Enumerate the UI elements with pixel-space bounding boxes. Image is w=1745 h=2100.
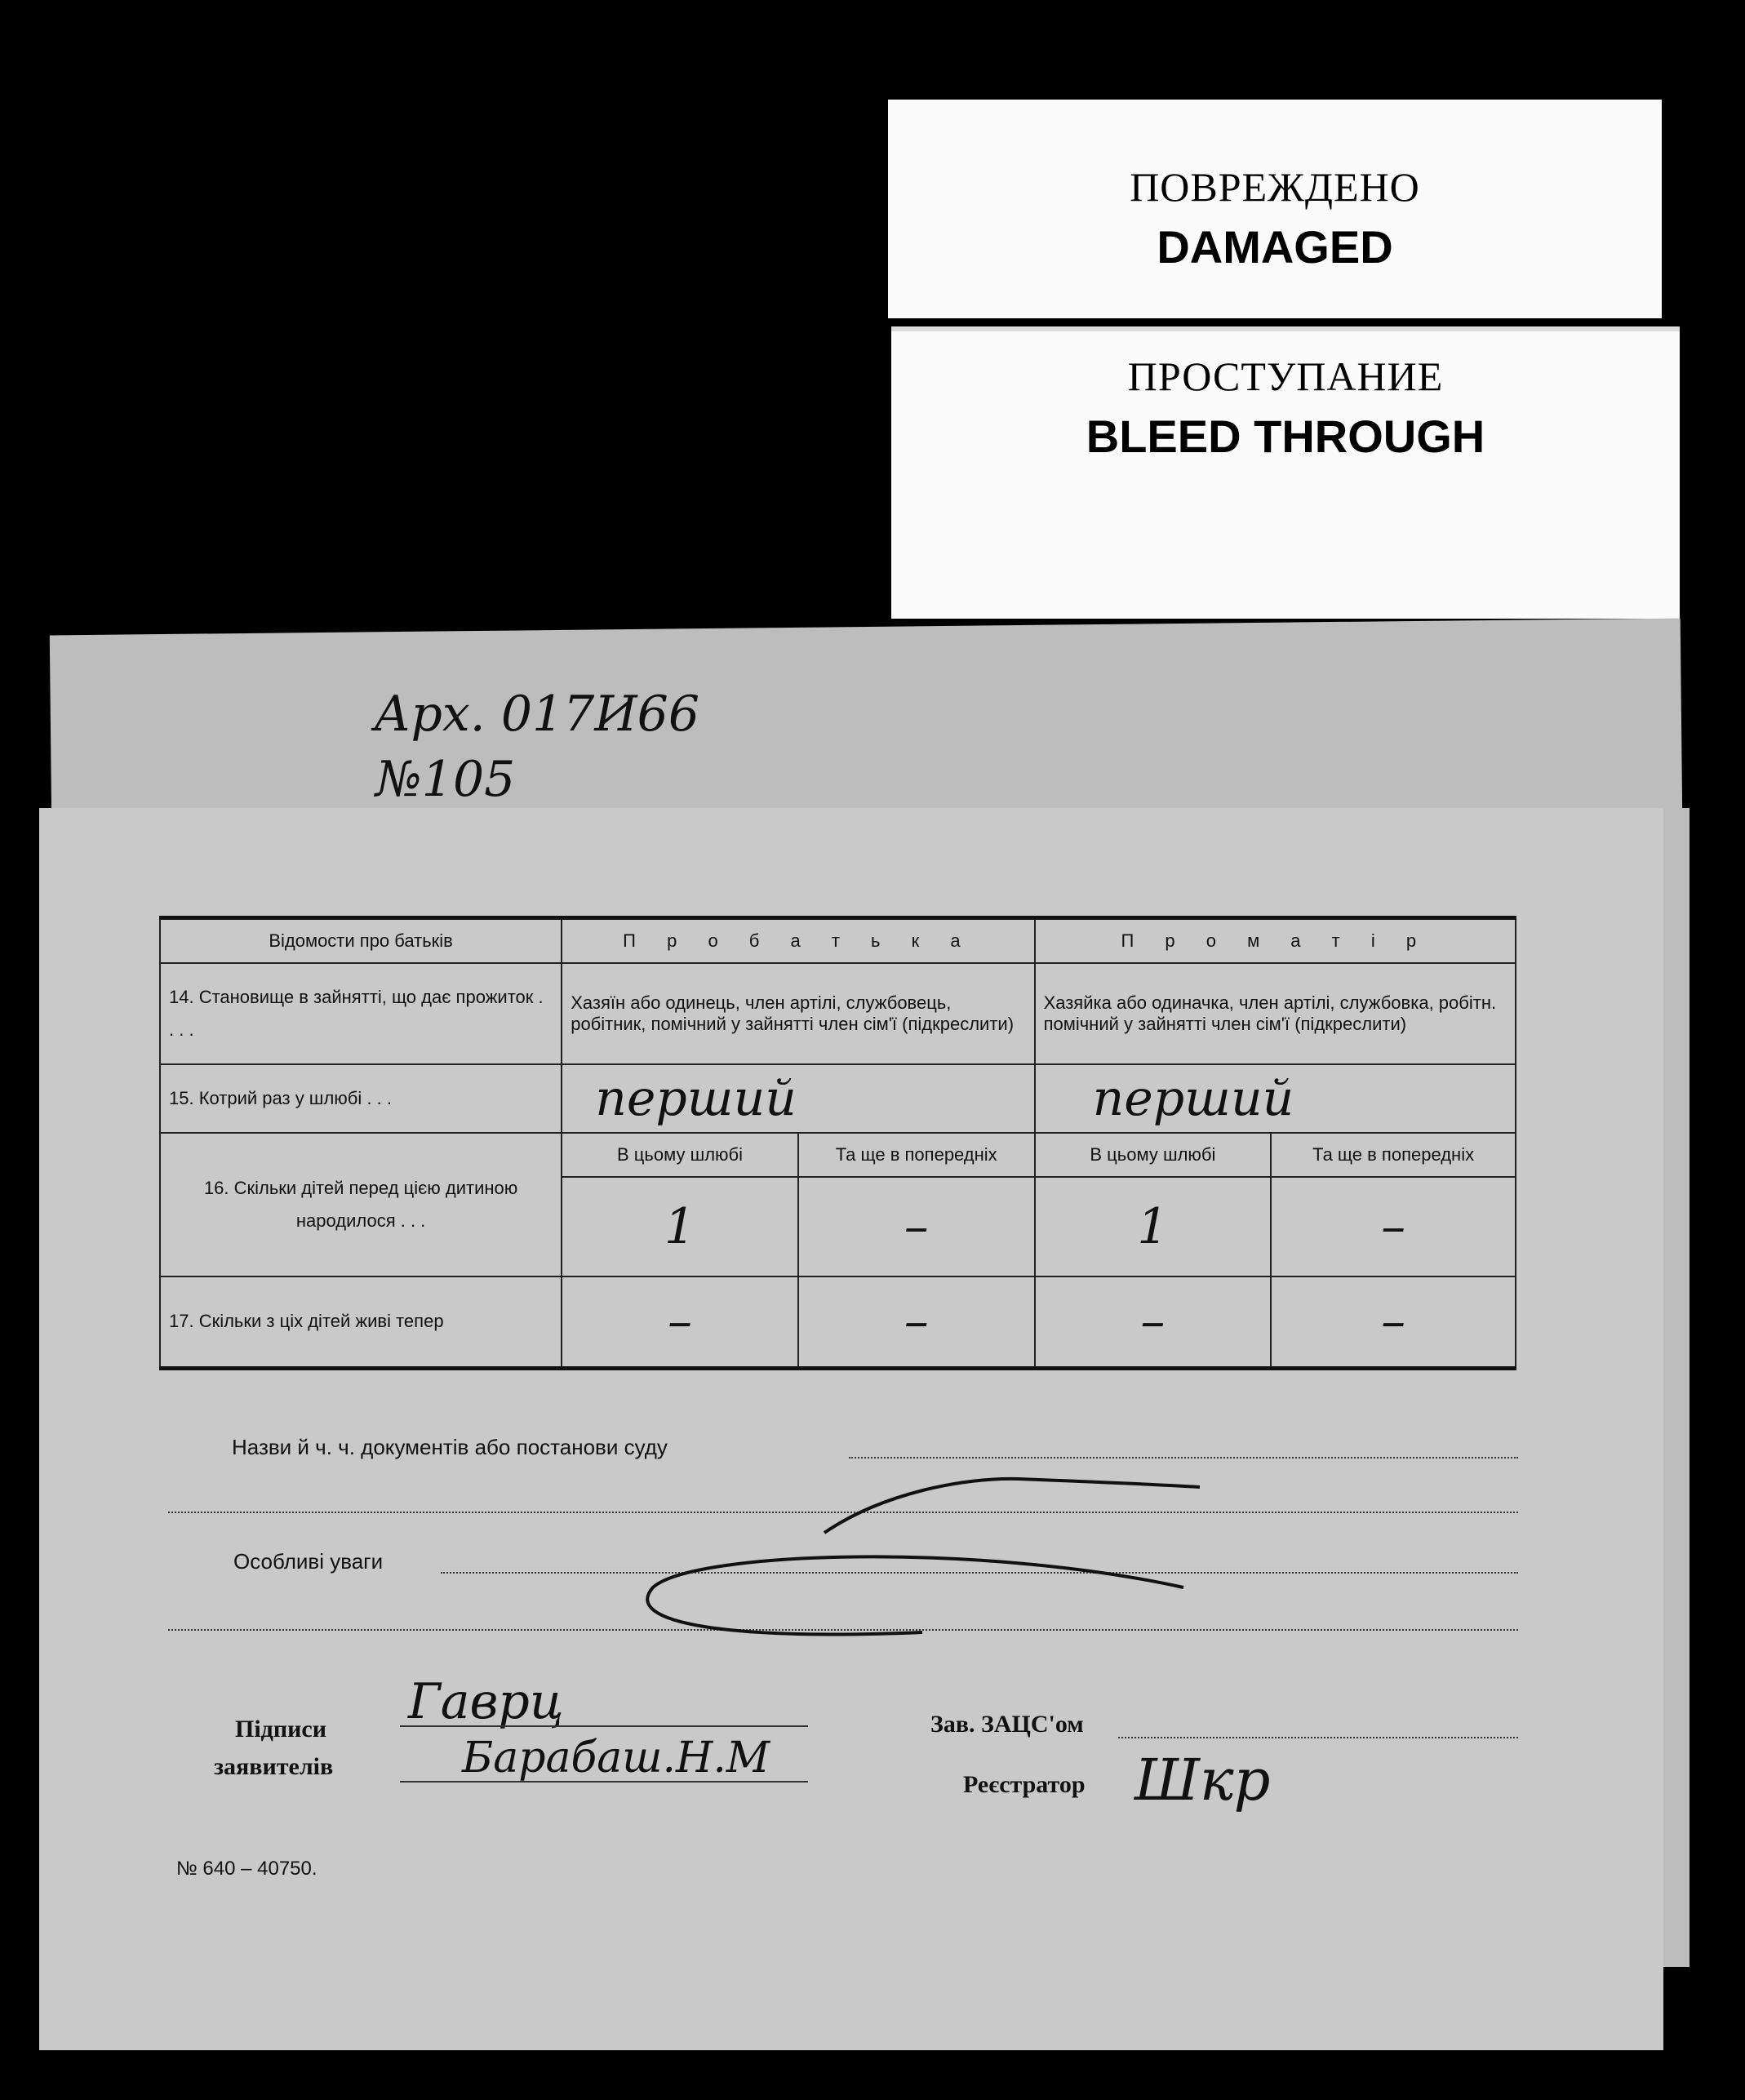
header-father: П р о б а т ь к а (562, 918, 1034, 964)
row16-label: 16. Скільки дітей перед цією дитиною народилося . . . (160, 1133, 562, 1276)
row15-father-value: перший (562, 1064, 1034, 1133)
row17-father-prev: – (798, 1276, 1035, 1368)
parents-info-table (159, 916, 1516, 1370)
notes-line-2 (168, 1629, 1518, 1631)
row16-mother-this: 1 (1035, 1177, 1272, 1276)
applicant-signature-2: Барабаш.Н.М (462, 1734, 770, 1783)
subheader-mother-prev: Та ще в попередніх (1271, 1133, 1516, 1177)
form-number: № 640 – 40750. (176, 1858, 317, 1880)
damaged-label-ru: ПОВРЕЖДЕНО (1130, 164, 1420, 210)
notes-line-1 (441, 1572, 1518, 1574)
bleed-through-label-card (891, 326, 1680, 619)
head-label: Зав. ЗАЦС'ом (930, 1711, 1084, 1738)
row16-father-prev: – (798, 1177, 1035, 1276)
back-sheet (50, 619, 1682, 832)
archive-note: Арх. 017И66 (374, 686, 700, 743)
parents-info-form (159, 916, 1516, 1370)
head-line (1118, 1737, 1518, 1738)
subheader-father-this: В цьому шлюбі (562, 1133, 798, 1177)
row16-mother-prev: – (1271, 1177, 1516, 1276)
subheader-mother-this: В цьому шлюбі (1035, 1133, 1272, 1177)
damaged-label-en: DAMAGED (1157, 221, 1393, 273)
row17-mother-prev: – (1271, 1276, 1516, 1368)
row17-label: 17. Скільки з ціх дітей живі тепер (160, 1276, 562, 1368)
row16-father-this: 1 (562, 1177, 798, 1276)
documents-label: Назви й ч. ч. документів або постанови суду (232, 1435, 668, 1459)
applicant-signature-line-1 (400, 1725, 808, 1727)
damaged-label-card (888, 100, 1662, 318)
applicants-label-2: заявителів (214, 1753, 334, 1780)
applicant-signature-1: Гаврц (408, 1673, 564, 1730)
row14-label: 14. Становище в зайнятті, що дає прожиток . . . . (160, 963, 562, 1064)
bleed-through-label-ru: ПРОСТУПАНИЕ (1127, 353, 1444, 399)
header-info: Відомости про батьків (160, 918, 562, 964)
registrar-signature: Шкр (1134, 1747, 1271, 1814)
bleed-through-label-en: BLEED THROUGH (1086, 411, 1485, 462)
documents-line-2 (168, 1512, 1518, 1513)
row15-mother-value: перший (1035, 1064, 1516, 1133)
row15-label: 15. Котрий раз у шлюбі . . . (160, 1064, 562, 1133)
row17-mother-this: – (1035, 1276, 1272, 1368)
number-note: №105 (375, 751, 516, 808)
applicant-signature-line-2 (400, 1781, 808, 1783)
header-mother: П р о м а т і р (1035, 918, 1516, 964)
applicants-label-1: Підписи (235, 1716, 327, 1743)
row17-father-this: – (562, 1276, 798, 1368)
row14-father: Хазяїн або одинець, член артілі, службовець, робітник, помічний у зайнятті член сім'ї (підкреслити) (562, 963, 1034, 1064)
row14-mother: Хазяйка або одиначка, член артілі, службовка, робітн. помічний у зайнятті член сім'ї (підкреслити) (1035, 963, 1516, 1064)
notes-label: Особливі уваги (233, 1549, 384, 1574)
documents-line-1 (849, 1457, 1518, 1458)
subheader-father-prev: Та ще в попередніх (798, 1133, 1035, 1177)
registrar-label: Реєстратор (963, 1771, 1086, 1798)
